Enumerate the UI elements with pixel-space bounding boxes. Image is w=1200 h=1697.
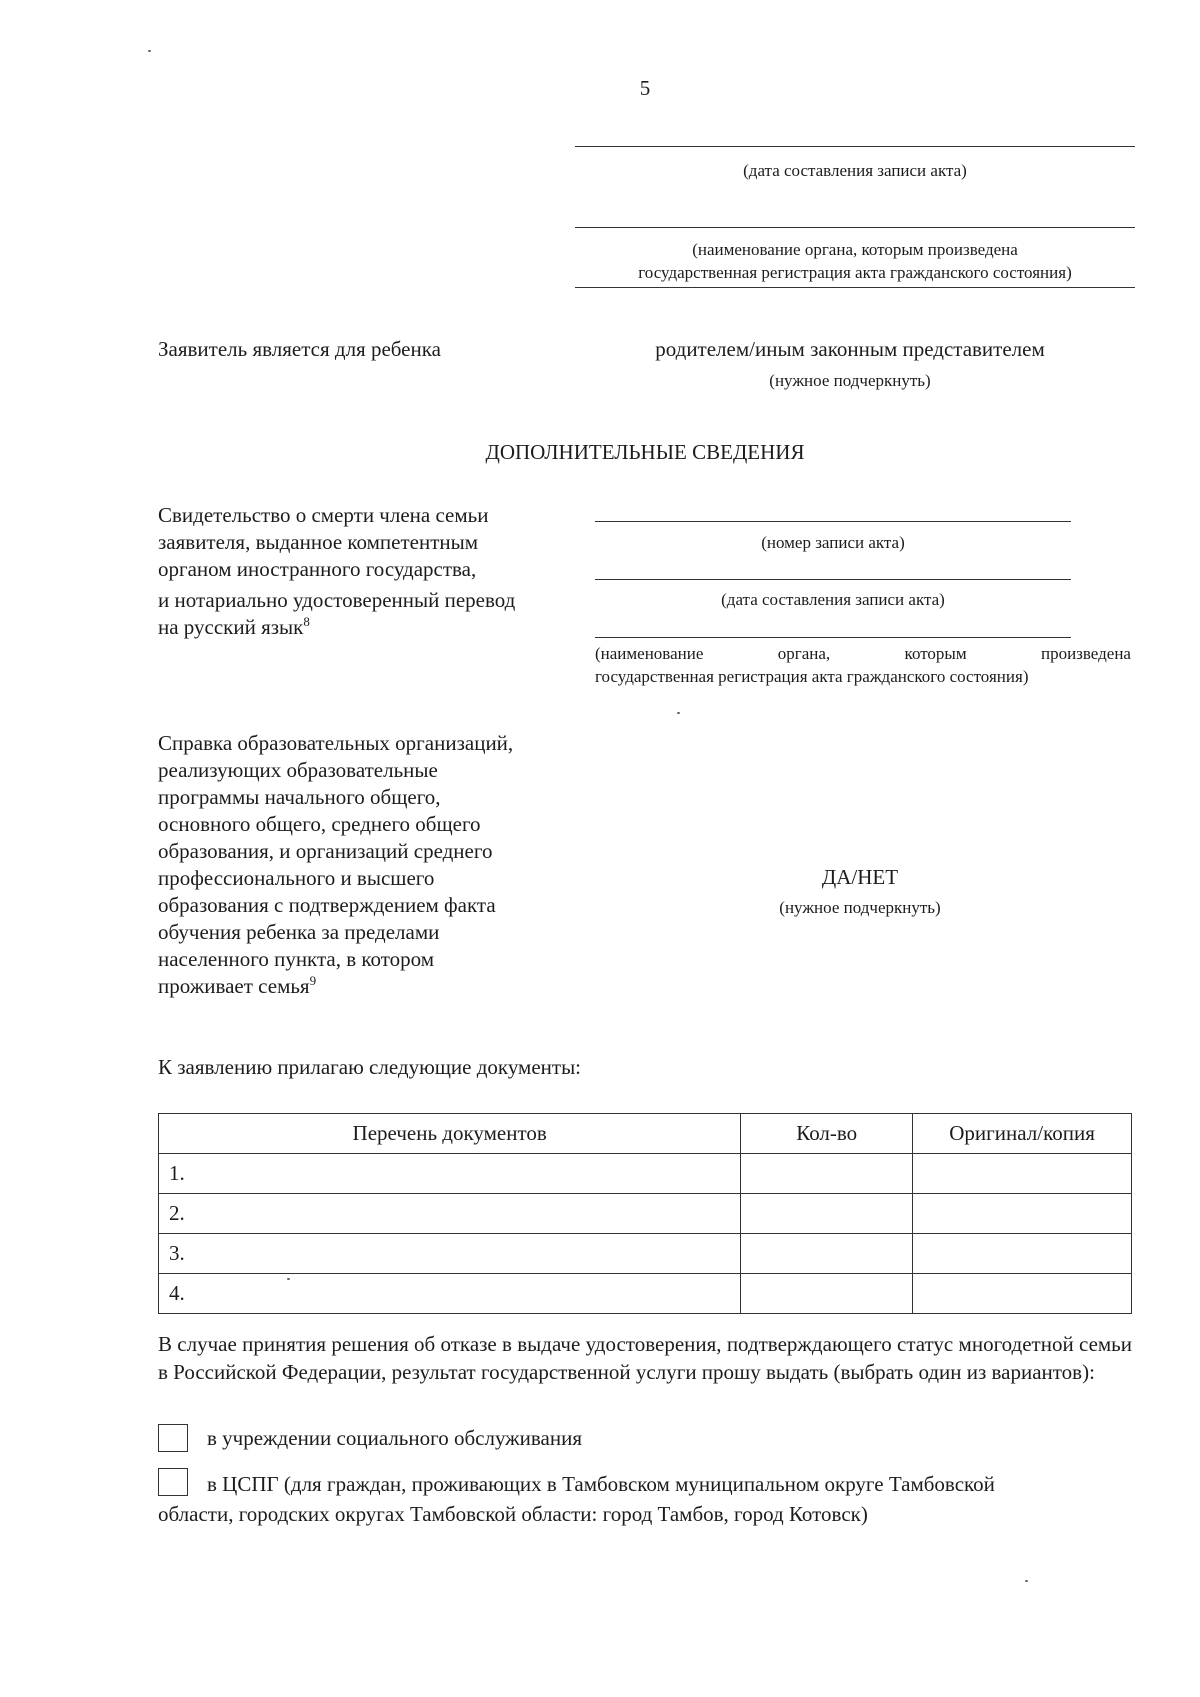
authority-underline [575, 287, 1135, 288]
education-label-line: профессионального и высшего [158, 866, 435, 890]
quantity-cell[interactable] [741, 1154, 913, 1194]
footnote-8: 8 [303, 614, 310, 629]
option-social-service-label: в учреждении социального обслуживания [207, 1426, 583, 1450]
caption-word: произведена [1040, 644, 1131, 663]
record-date-line[interactable] [595, 579, 1071, 580]
original-copy-cell[interactable] [913, 1274, 1132, 1314]
option-cspg-label [158, 1469, 1132, 1529]
death-authority-line[interactable] [595, 637, 1071, 638]
quantity-cell[interactable] [741, 1194, 913, 1234]
death-authority-caption-line1 [595, 642, 1131, 665]
education-label-line: программы начального общего, [158, 785, 441, 809]
authority-caption-line2: государственная регистрация акта гражданского состояния) [638, 263, 1072, 282]
original-copy-cell[interactable] [913, 1154, 1132, 1194]
original-copy-cell[interactable] [913, 1234, 1132, 1274]
document-cell[interactable]: 1. [159, 1154, 741, 1194]
record-number-caption: (номер записи акта) [761, 533, 905, 552]
document-cell[interactable]: 4. [159, 1274, 741, 1314]
education-yes-no[interactable]: ДА/НЕТ [821, 865, 899, 889]
original-copy-cell[interactable] [913, 1194, 1132, 1234]
table-header-row [159, 1114, 1132, 1154]
date-line[interactable] [575, 146, 1135, 147]
column-header-quantity: Кол-во [741, 1114, 913, 1154]
table-row [159, 1274, 1132, 1314]
scan-speck [148, 50, 151, 52]
attachments-intro: К заявлению прилагаю следующие документы: [158, 1055, 582, 1079]
column-header-documents: Перечень документов [159, 1114, 741, 1154]
applicant-label: Заявитель является для ребенка [158, 337, 441, 361]
education-label-text: проживает семья [158, 974, 310, 998]
applicant-status-options[interactable]: родителем/иным законным представителем [655, 337, 1045, 361]
death-label-line: органом иностранного государства, [158, 557, 477, 581]
document-cell[interactable]: 3. [159, 1234, 741, 1274]
authority-caption [575, 238, 1135, 284]
scan-speck [677, 712, 680, 714]
attachments-table [158, 1113, 1132, 1314]
applicant-hint: (нужное подчеркнуть) [769, 371, 931, 390]
education-label-line: реализующих образовательные [158, 758, 438, 782]
caption-word: (наименование [595, 644, 704, 663]
document-cell[interactable]: 2. [159, 1194, 741, 1234]
death-certificate-label [158, 502, 598, 641]
caption-word: которым [904, 644, 967, 663]
table-row [159, 1154, 1132, 1194]
column-header-original-copy: Оригинал/копия [913, 1114, 1132, 1154]
authority-caption-line1: (наименование органа, которым произведена [692, 240, 1018, 259]
table-row [159, 1194, 1132, 1234]
education-label-line: образования с подтверждением факта [158, 893, 496, 917]
option-checkbox-social-service[interactable] [158, 1424, 188, 1452]
death-label-text: на русский язык [158, 615, 304, 639]
table-row [159, 1234, 1132, 1274]
education-hint: (нужное подчеркнуть) [779, 898, 941, 917]
option-cspg-line2: области, городских округах Тамбовской области: город Тамбов, город Котовск) [158, 1502, 868, 1526]
death-label-line: Свидетельство о смерти члена семьи [158, 503, 489, 527]
education-label-line: Справка образовательных организаций, [158, 731, 514, 755]
death-label-line [158, 614, 598, 641]
quantity-cell[interactable] [741, 1274, 913, 1314]
education-label-line [158, 973, 598, 1000]
option-cspg-line1: в ЦСПГ (для граждан, проживающих в Тамбовском муниципальном округе Тамбовской [207, 1472, 995, 1496]
page-number: 5 [639, 76, 651, 100]
date-caption: (дата составления записи акта) [743, 161, 967, 180]
education-certificate-label [158, 730, 598, 1000]
footnote-9: 9 [309, 973, 317, 988]
death-authority-caption-line2: государственная регистрация акта гражданского состояния) [595, 667, 1029, 686]
quantity-cell[interactable] [741, 1234, 913, 1274]
section-title: ДОПОЛНИТЕЛЬНЫЕ СВЕДЕНИЯ [485, 440, 805, 464]
scan-speck [1025, 1580, 1028, 1582]
death-label-line: и нотариально удостоверенный перевод [158, 588, 516, 612]
education-label-line: обучения ребенка за пределами [158, 920, 440, 944]
education-label-line: населенного пункта, в котором [158, 947, 435, 971]
record-number-line[interactable] [595, 521, 1071, 522]
scan-speck [287, 1278, 290, 1280]
education-label-line: образования, и организаций среднего [158, 839, 493, 863]
education-label-line: основного общего, среднего общего [158, 812, 481, 836]
authority-line[interactable] [575, 227, 1135, 228]
death-label-line: заявителя, выданное компетентным [158, 530, 479, 554]
refusal-paragraph: В случае принятия решения об отказе в выдаче удостоверения, подтверждающего статус многодетной семьи в Российской Федерации, результат государственной услуги прошу выдать (выбрать один из вариантов): [158, 1332, 1132, 1384]
death-authority-caption [595, 642, 1131, 688]
caption-word: органа, [777, 644, 831, 663]
record-date-caption: (дата составления записи акта) [721, 590, 945, 609]
